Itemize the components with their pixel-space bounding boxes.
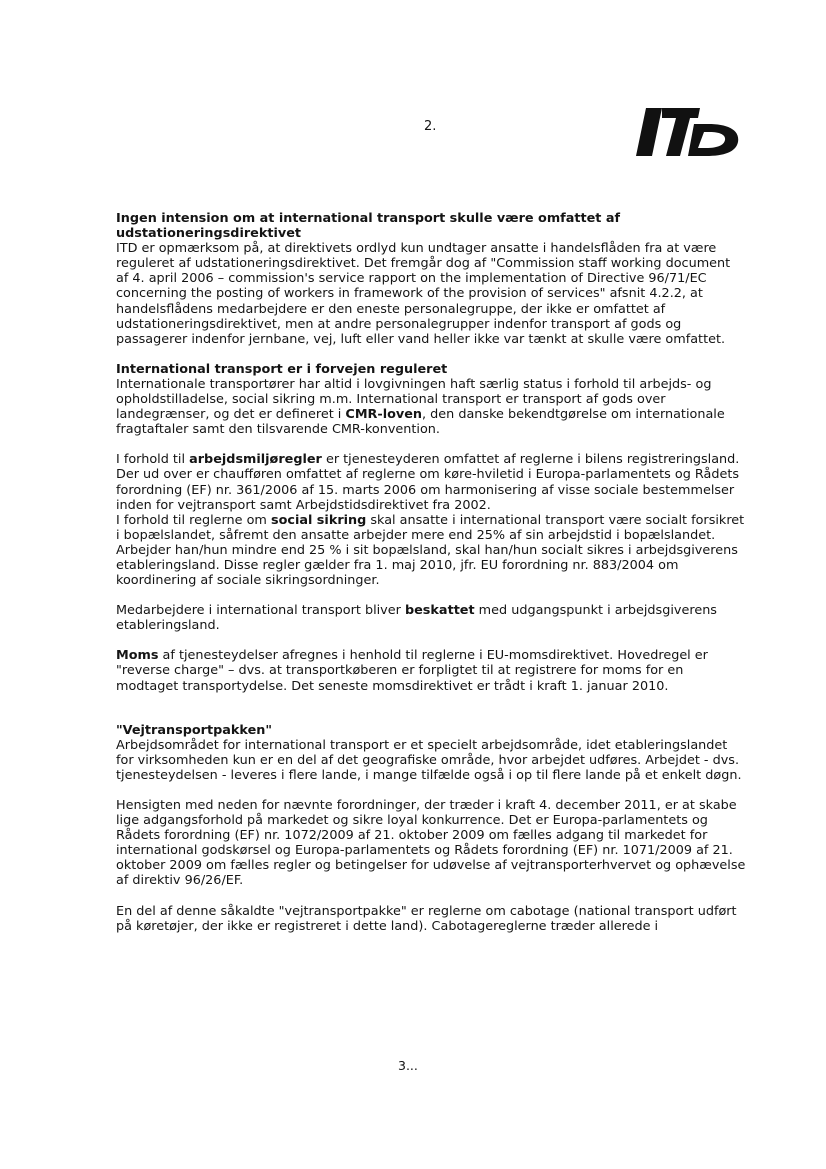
section-heading: International transport er i forvejen reguleret	[116, 361, 448, 377]
bold-term: arbejdsmiljøregler	[189, 452, 322, 468]
section-paragraph	[116, 603, 746, 633]
section-heading: "Vejtransportpakken"	[116, 722, 273, 738]
section-regulations	[116, 798, 746, 889]
text-run: Internationale transportører har altid i lovgivningen haft særlig status i forhold til arbejds- og opholdstilladelse, social sikring m.m. International transport er transport af gods over landegrænser, og det er defineret i	[116, 376, 712, 423]
section-heading: Ingen intension om at international transport skulle være omfattet af udstationeringsdirektivet	[116, 211, 621, 242]
text-run: af tjenesteydelser afregnes i henhold til reglerne i EU-momsdirektivet. Hovedregel er "reverse charge" – dvs. at transportkøberen er forpligtet til at registrere for moms for en modtaget transportydelse. Det seneste momsdirektivet er trådt i kraft 1. januar 2010.	[116, 648, 708, 694]
section-paragraph	[116, 513, 746, 588]
bold-term: CMR-loven	[345, 407, 423, 423]
page-number: 2.	[424, 119, 437, 134]
bold-term: beskattet	[404, 603, 475, 619]
bold-term: Moms	[116, 648, 159, 664]
text-run: skal ansatte i international transport være socialt forsikret i bopælslandet, såfremt den ansatte arbejder mere end 25% af sin arbejdstid i bopælslandet. Arbejder han/hun mindre end 25 % i sit bopælsland, skal han/hun socialt sikres i arbejdsgiverens etableringsland. Disse regler gælder fra 1. maj 2010, jfr. EU forordning nr. 883/2004 om koordinering af sociale sikringsordninger.	[116, 512, 745, 589]
itd-logo	[632, 104, 744, 160]
section-paragraph: Arbejdsområdet for international transport er et specielt arbejdsområde, idet etableringslandet for virksomheden kun er en del af det geografiske område, hvor arbejdet udføres. Arbejdet - dvs. tjenesteydelsen - leveres i flere lande, i mange tilfælde også i op til flere lande på et enkelt døgn.	[116, 737, 742, 783]
section-paragraph: En del af denne såkaldte "vejtransportpakke" er reglerne om cabotage (national transport udført på køretøjer, der ikke er registreret i dette land). Cabotagereglerne træder allerede i	[116, 903, 737, 934]
text-run: Medarbejdere i international transport bliver	[116, 603, 405, 619]
section-road-package	[116, 723, 746, 783]
section-taxation	[116, 603, 746, 633]
section-paragraph	[116, 452, 746, 512]
text-run: med udgangspunkt i arbejdsgiverens etableringsland.	[116, 603, 717, 634]
section-cabotage	[116, 904, 746, 934]
text-run: er tjenesteyderen omfattet af reglerne i bilens registreringsland. Der ud over er chaufføren omfattet af reglerne om køre-hviletid i Europa-parlamentets og Rådets forordning (EF) nr. 361/2006 af 15. marts 2006 om harmonisering af visse sociale bestemmelser inden for vejtransport samt Arbejdstidsdirektivet fra 2002.	[116, 452, 740, 513]
section-no-intention	[116, 211, 746, 347]
section-paragraph: ITD er opmærksom på, at direktivets ordlyd kun undtager ansatte i handelsflåden fra at være reguleret af udstationeringsdirektivet. Det fremgår dog af "Commission staff working document af 4. april 2006 – commission's service rapport on the implementation of Directive 96/71/EC concerning the posting of workers in framework of the provision of services" afsnit 4.2.2, at handelsflådens medarbejdere er den eneste personalegruppe, der ikke er omfattet af udstationeringsdirektivet, men at andre personalegrupper indenfor transport af gods og passagerer indenfor jernbane, vej, luft eller vand heller ikke var tænkt at skulle være omfattet.	[116, 241, 731, 347]
continuation-marker: 3...	[398, 1058, 418, 1073]
text-run: I forhold til reglerne om	[116, 512, 271, 528]
section-paragraph	[116, 377, 746, 437]
section-paragraph	[116, 648, 746, 693]
letter-body	[116, 211, 746, 949]
text-run: I forhold til	[116, 452, 190, 468]
section-work-environment	[116, 452, 746, 588]
section-vat	[116, 648, 746, 693]
section-paragraph: Hensigten med neden for nævnte forordninger, der træder i kraft 4. december 2011, er at skabe lige adgangsforhold på markedet og sikre loyal konkurrence. Det er Europa-parlamentets og Rådets forordning (EF) nr. 1072/2009 af 21. oktober 2009 om fælles adgang til markedet for international godskørsel og Europa-parlamentets og Rådets forordning (EF) nr. 1071/2009 af 21. oktober 2009 om fælles regler og betingelser for udøvelse af vejtransporterhvervet og ophævelse af direktiv 96/26/EF.	[116, 798, 746, 889]
text-run: , den danske bekendtgørelse om internationale fragtaftaler samt den tilsvarende CMR-konvention.	[116, 407, 725, 438]
bold-term: social sikring	[270, 512, 367, 528]
section-already-regulated	[116, 362, 746, 437]
